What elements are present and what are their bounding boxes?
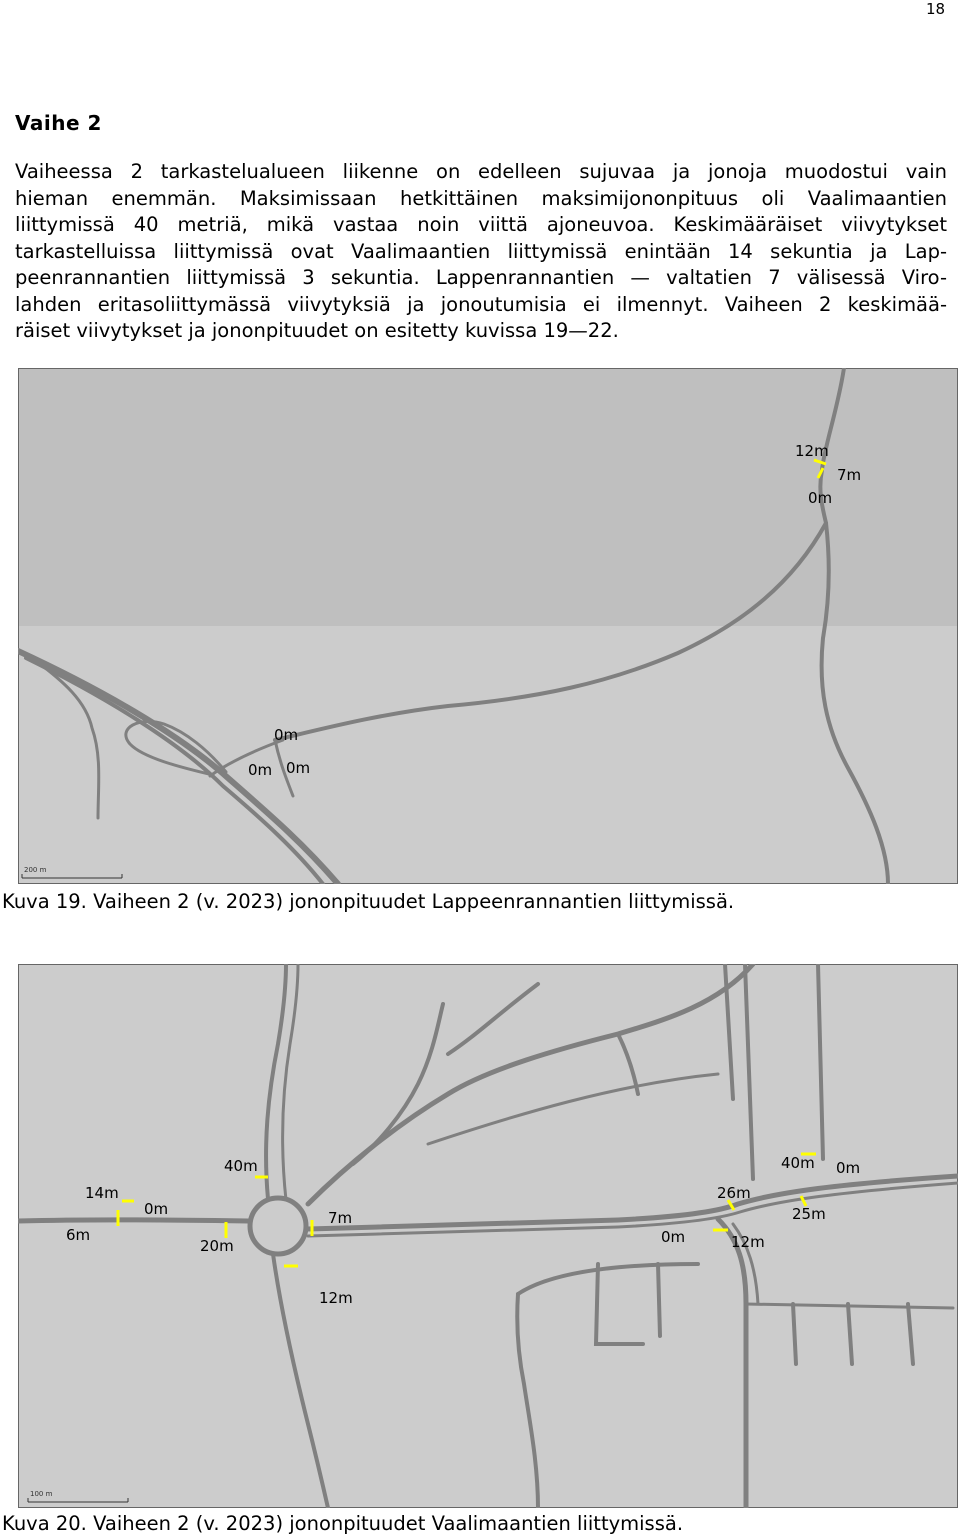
queue-label: 0m bbox=[144, 1200, 169, 1218]
paragraph-line: räiset viivytykset ja jononpituudet on esitetty kuvissa 19—22. bbox=[15, 319, 619, 342]
queue-label: 25m bbox=[792, 1205, 826, 1223]
paragraph-line: lahden eritasoliittymässä viivytyksiä ja jonoutumisia ei ilmennyt. Vaiheen 2 keskimää- bbox=[15, 292, 947, 316]
queue-label: 7m bbox=[328, 1209, 353, 1227]
queue-label: 6m bbox=[66, 1226, 91, 1244]
section-heading: Vaihe 2 bbox=[15, 111, 102, 135]
queue-label: 7m bbox=[837, 466, 862, 484]
queue-label: 0m bbox=[286, 759, 311, 777]
paragraph-line: hieman enemmän. Maksimissaan hetkittäinen maksimijononpituus oli Vaalimaantien bbox=[15, 186, 947, 210]
queue-label: 0m bbox=[836, 1159, 861, 1177]
paragraph-line: tarkastelluissa liittymissä ovat Vaalimaantien liittymissä enintään 14 sekuntia ja Lap- bbox=[15, 239, 947, 263]
queue-label: 14m bbox=[85, 1184, 119, 1202]
page-number: 18 bbox=[926, 0, 946, 18]
queue-label: 0m bbox=[248, 761, 273, 779]
queue-label: 0m bbox=[661, 1228, 686, 1246]
queue-label: 0m bbox=[274, 726, 299, 744]
paragraph-line: Vaiheessa 2 tarkastelualueen liikenne on edelleen sujuvaa ja jonoja muodostui vain bbox=[15, 160, 947, 183]
map-figure-19 bbox=[18, 368, 958, 884]
body-paragraph bbox=[15, 159, 947, 345]
figure-20-caption: Kuva 20. Vaiheen 2 (v. 2023) jononpituudet Vaalimaantien liittymissä. bbox=[2, 1512, 684, 1535]
queue-label: 26m bbox=[717, 1184, 751, 1202]
scale-label: 100 m bbox=[30, 1490, 53, 1498]
queue-label: 20m bbox=[200, 1237, 234, 1255]
queue-label: 12m bbox=[795, 442, 829, 460]
queue-label: 40m bbox=[781, 1154, 815, 1172]
queue-label: 0m bbox=[808, 489, 833, 507]
paragraph-line: peenrannantien liittymissä 3 sekuntia. Lappenrannantien — valtatien 7 välisessä Viro- bbox=[15, 266, 947, 289]
figure-19-caption: Kuva 19. Vaiheen 2 (v. 2023) jononpituudet Lappeenrannantien liittymissä. bbox=[2, 890, 735, 913]
queue-label: 12m bbox=[319, 1289, 353, 1307]
queue-label: 12m bbox=[731, 1233, 765, 1251]
scale-label: 200 m bbox=[24, 866, 47, 874]
paragraph-line: liittymissä 40 metriä, mikä vastaa noin viittä ajoneuvoa. Keskimääräiset viivytykset bbox=[15, 213, 947, 236]
queue-label: 40m bbox=[224, 1157, 258, 1175]
map-figure-20 bbox=[18, 964, 958, 1508]
